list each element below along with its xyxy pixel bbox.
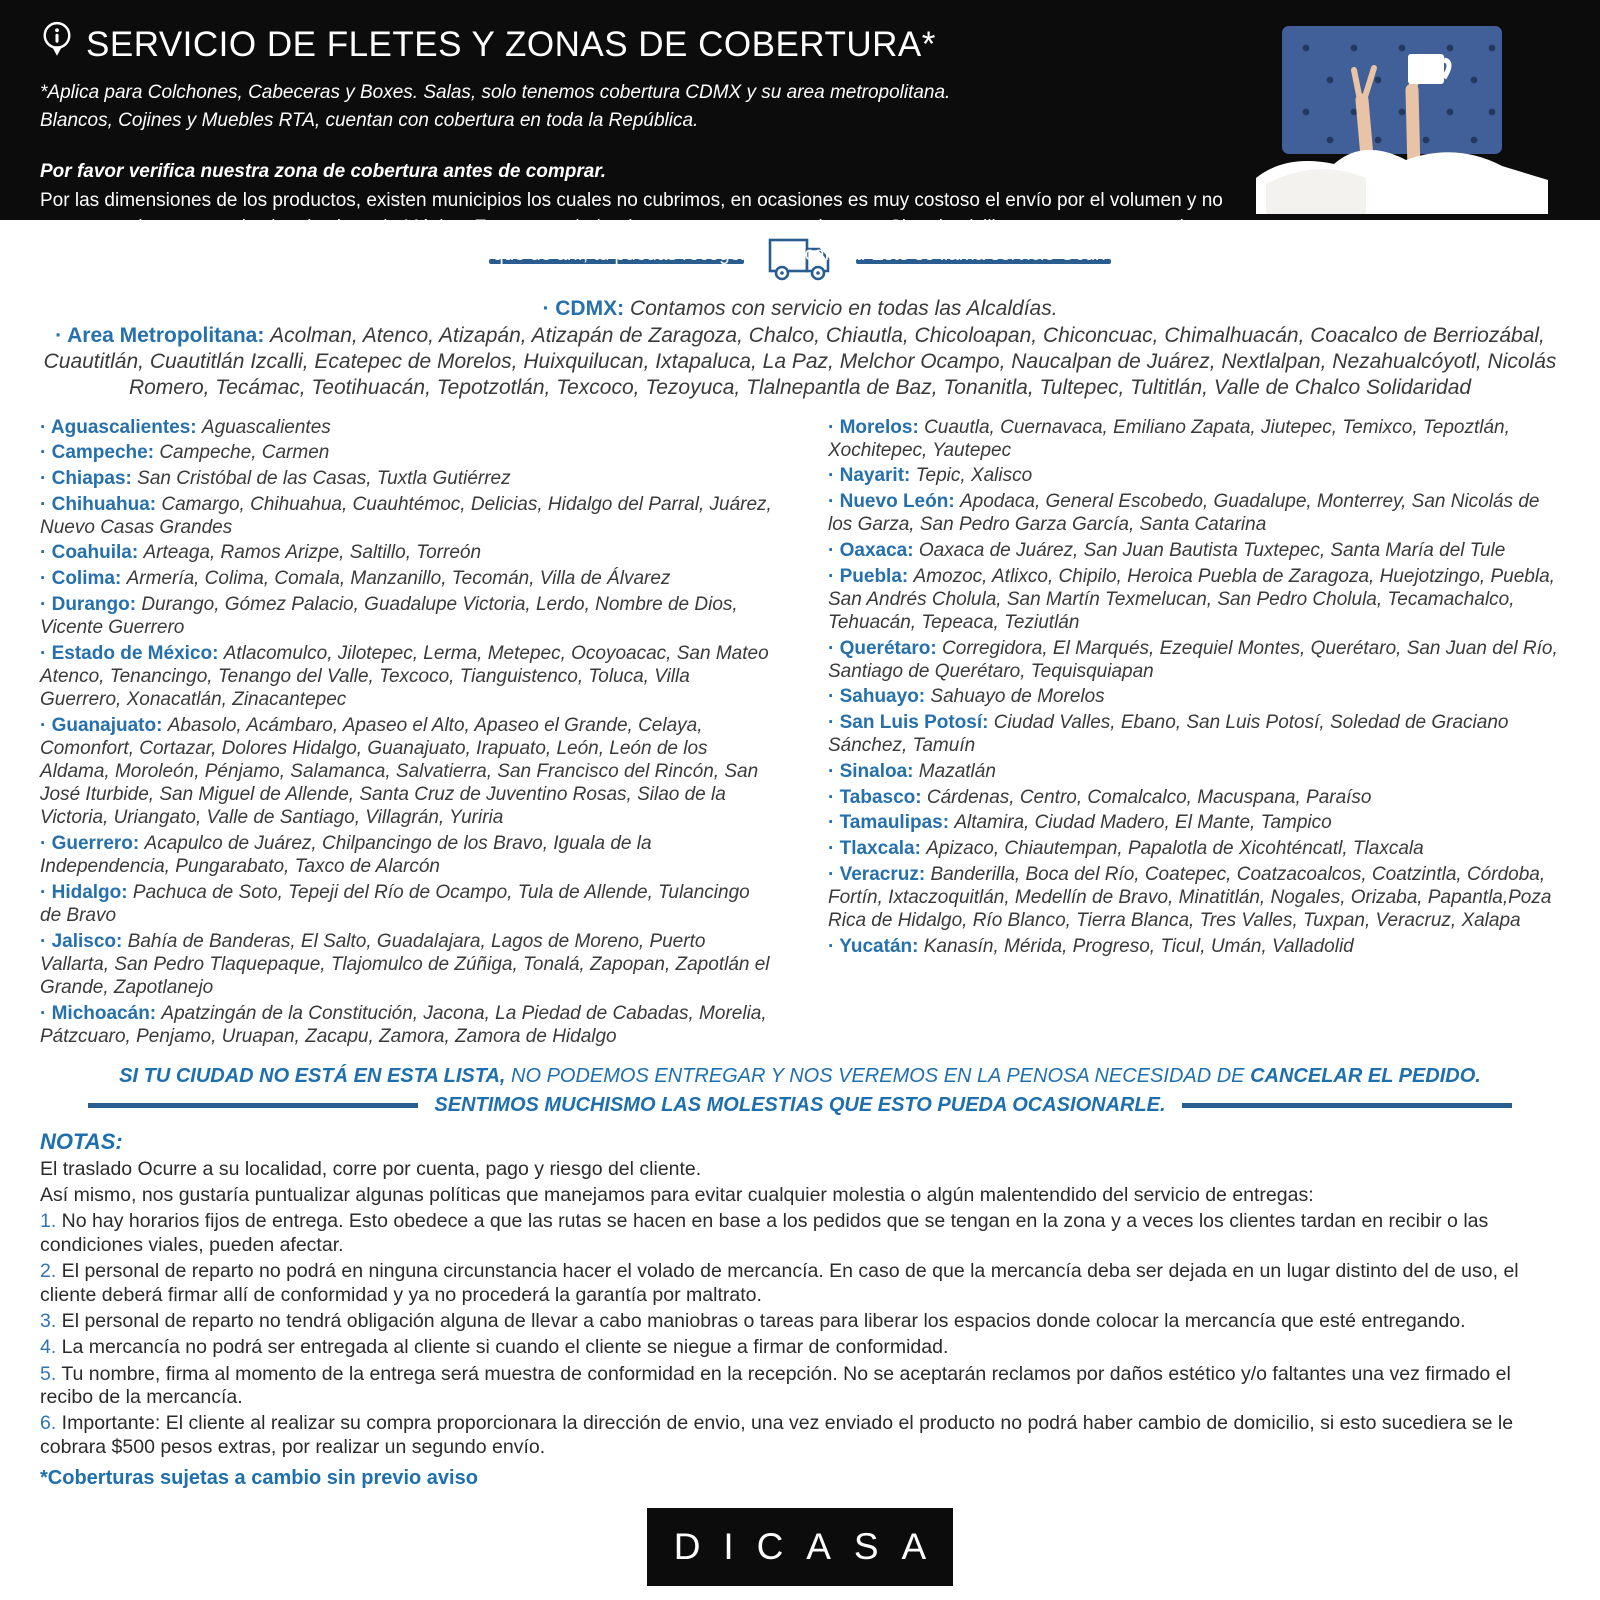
state-entry: · San Luis Potosí: Ciudad Valles, Ebano, San Luis Potosí, Soledad de Graciano Sánchez, Tamuín [828,712,1509,757]
state-entry: · Tabasco: Cárdenas, Centro, Comalcalco, Macuspana, Paraíso [828,786,1372,808]
note-item: 2. El personal de reparto no podrá en ninguna circunstancia hacer el volado de mercancía. En caso de que la mercancía deba ser dejada en un lugar distinto del de uso, el cliente deberá firmar allí de conformidad y ya no procederá la garantía por maltrato. [40,1260,1519,1306]
state-entry: · Querétaro: Corregidora, El Marqués, Ezequiel Montes, Querétaro, San Juan del Río, Santiago de Querétaro, Tequisquiapan [828,637,1558,682]
header-note-3: Por favor verifica nuestra zona de cobertura antes de comprar. [40,161,606,183]
notes-heading: NOTAS: [40,1128,123,1154]
state-entry: · Estado de México: Atlacomulco, Jilotepec, Lerma, Metepec, Ocoyoacac, San Mateo Atenco, Tenancingo, Tenango del Valle, Texcoco, Tianguistenco, Toluca, Villa Guerrero, Xonacatlán, Zinacantepec [40,642,769,710]
cdmx-label: · CDMX: [542,297,625,320]
coverage-column-right [828,413,1560,1050]
header-banner [0,0,1600,265]
state-entry: · Durango: Durango, Gómez Palacio, Guadalupe Victoria, Lerdo, Nombre de Dios, Vicente Guerrero [40,593,738,638]
state-entry: · Michoacán: Apatzingán de la Constitución, Jacona, La Piedad de Cabadas, Morelia, Pátzcuaro, Penjamo, Uruapan, Zacapu, Zamora, Zamora de Hidalgo [40,1002,767,1047]
state-entry: · Guanajuato: Abasolo, Acámbaro, Apaseo el Alto, Apaseo el Grande, Celaya, Comonfort, Cortazar, Dolores Hidalgo, Guanajuato, Irapuato, León, León de los Aldama, Moroleón, Pénjamo, Salamanca, Salvatierra, San Francisco del Rincón, San José Iturbide, San Miguel de Allende, Santa Cruz de Juventino Rosas, Silao de la Victoria, Uriangato, Valle de Santiago, Villagrán, Yuriria [40,714,759,829]
state-entry: · Guerrero: Acapulco de Juárez, Chilpancingo de los Bravo, Iguala de la Independencia, Pungarabato, Taxco de Alarcón [40,833,652,878]
coverage-column-left [40,413,772,1050]
headboard-photo [1256,8,1548,214]
dicasa-logo-text: DICASA [673,1526,950,1568]
coverage-footnote: *Coberturas sujetas a cambio sin previo aviso [40,1467,478,1490]
notes-intro-2: Así mismo, nos gustaría puntualizar algunas políticas que manejamos para evitar cualquier molestia o algún malentendido del servicio de entregas: [40,1183,1314,1206]
metro-label: · Area Metropolitana: [55,324,265,347]
note-item: 6. Importante: El cliente al realizar su compra proporcionara la dirección de envio, una vez enviado el producto no podrá haber cambio de domicilio, si esto sucediera se le cobrara $500 pesos extras, por realizar un segundo envío. [40,1412,1514,1458]
state-entry: · Campeche: Campeche, Carmen [40,442,330,464]
metro-cities: Acolman, Atenco, Atizapán, Atizapán de Zaragoza, Chalco, Chiautla, Chicoloapan, Chiconcuac, Chimalhuacán, Coacalco de Berriozábal, Cuautitlán, Cuautitlán Izcalli, Ecatepec de Morelos, Huixquilucan, Ixtapaluca, La Paz, Melchor Ocampo, Naucalpan de Juárez, Nextlalpan, Nezahualcóyotl, Nicolás Romero, Tecámac, Teotihuacán, Tepotzotlán, Texcoco, Tezoyuca, Tlalnepantla de Baz, Tonanitla, Tultepec, Tultitlán, Valle de Chalco Solidaridad [43,324,1557,400]
page-title: SERVICIO DE FLETES Y ZONAS DE COBERTURA* [86,24,936,64]
state-entry: · Morelos: Cuautla, Cuernavaca, Emiliano Zapata, Jiutepec, Temixco, Tepoztlán, Xochitepec, Yautepec [828,416,1510,461]
header-note-1: *Aplica para Colchones, Cabeceras y Boxes. Salas, solo tenemos cobertura CDMX y su area metropolitana. [40,82,951,103]
warning-banner [0,1065,1600,1117]
metro-block [40,323,1560,401]
warning-line-1: SI TU CIUDAD NO ESTÁ EN ESTA LISTA, NO PODEMOS ENTREGAR Y NOS VEREMOS EN LA PENOSA NECESIDAD DE CANCELAR EL PEDIDO. [119,1064,1481,1087]
note-item: 3. El personal de reparto no tendrá obligación alguna de llevar a cabo maniobras o tareas para liberar los espacios donde colocar la mercancía que esté entregando. [40,1309,1466,1332]
state-entry: · Oaxaca: Oaxaca de Juárez, San Juan Bautista Tuxtepec, Santa María del Tule [828,539,1506,561]
coverage-columns [0,413,1600,1050]
state-entry: · Sinaloa: Mazatlán [828,761,996,782]
state-entry: · Chiapas: San Cristóbal de las Casas, Tuxtla Gutiérrez [40,467,511,489]
state-entry: · Yucatán: Kanasín, Mérida, Progreso, Ticul, Umán, Valladolid [828,935,1354,957]
state-entry: · Puebla: Amozoc, Atlixco, Chipilo, Heroica Puebla de Zaragoza, Huejotzingo, Puebla, San Andrés Cholula, San Martín Texmelucan, San Pedro Cholula, Tecamachalco, Tehuacán, Tepeaca, Teziutlán [828,565,1555,633]
note-item: 5. Tu nombre, firma al momento de la entrega será muestra de conformidad en la recepción. No se aceptarán reclamos por daños estético y/o faltantes una vez firmado el recibo de la mercancía. [40,1362,1511,1409]
note-item: 4. La mercancía no podrá ser entregada al cliente si cuando el cliente se niegue a firmar de conformidad. [40,1336,949,1359]
state-entry: · Coahuila: Arteaga, Ramos Arizpe, Saltillo, Torreón [40,542,482,564]
state-entry: · Jalisco: Bahía de Banderas, El Salto, Guadalajara, Lagos de Moreno, Puerto Vallarta, San Pedro Tlaquepaque, Tlajomulco de Zúñiga, Tonalá, Zapopan, Zapotlán el Grande, Zapotlanejo [40,930,770,999]
cdmx-line [0,297,1600,321]
warning-line-2: SENTIMOS MUCHISMO LAS MOLESTIAS QUE ESTO PUEDA OCASIONARLE. [434,1093,1166,1116]
state-entry: · Aguascalientes: Aguascalientes [40,416,331,438]
location-info-icon [40,20,74,69]
cdmx-text: Contamos con servicio en todas las Alcaldías. [629,297,1058,320]
warning-rule-right [1182,1103,1512,1108]
header-note-2: Blancos, Cojines y Muebles RTA, cuentan con cobertura en toda la República. [40,109,699,131]
warning-rule-left [88,1103,418,1108]
state-entry: · Colima: Armería, Colima, Comala, Manzanillo, Tecomán, Villa de Álvarez [40,568,671,590]
header-paragraph: Por las dimensiones de los productos, existen municipios los cuales no cubrimos, en ocasiones es muy costoso el envío por el volumen y no tenemos cobertura a todos los destinos de México. Estamos trabajando para tener mayor cobertura. Si tu domicilio no se encuentra en la lista, lo podemos llevar a la ciudad más cercana para que de ahí, tú puedas recoger la mercancía. Esto se llama servicio Ocurre. [40,189,1223,265]
state-entry: · Nuevo León: Apodaca, General Escobedo, Guadalupe, Monterrey, San Nicolás de los Garza, San Pedro Garza García, Santa Catarina [828,491,1540,536]
state-entry: · Hidalgo: Pachuca de Soto, Tepeji del Río de Ocampo, Tula de Allende, Tulancingo de Bravo [40,881,750,927]
state-entry: · Sahuayo: Sahuayo de Morelos [828,686,1105,708]
state-entry: · Nayarit: Tepic, Xalisco [828,465,1033,487]
state-entry: · Tamaulipas: Altamira, Ciudad Madero, El Mante, Tampico [828,812,1332,834]
note-item: 1. No hay horarios fijos de entrega. Esto obedece a que las rutas se hacen en base a los pedidos que se tengan en la zona y a veces los clientes tardan en recibir o las condiciones viales, pueden afectar. [40,1210,1489,1256]
notes-intro-1: El traslado Ocurre a su localidad, corre por cuenta, pago y riesgo del cliente. [40,1157,702,1180]
state-entry: · Chihuahua: Camargo, Chihuahua, Cuauhtémoc, Delicias, Hidalgo del Parral, Juárez, Nuevo Casas Grandes [40,493,772,538]
state-entry: · Tlaxcala: Apizaco, Chiautempan, Papalotla de Xicohténcatl, Tlaxcala [828,838,1424,860]
dicasa-logo [647,1508,953,1586]
notes-section [0,1129,1600,1460]
state-entry: · Veracruz: Banderilla, Boca del Río, Coatepec, Coatzacoalcos, Coatzintla, Córdoba, Fortín, Ixtaczoquitlán, Medellín de Bravo, Minatitlán, Nogales, Orizaba, Papantla,Poza Rica de Hidalgo, Río Blanco, Tierra Blanca, Tres Valles, Tuxpan, Veracruz, Xalapa [828,863,1552,932]
